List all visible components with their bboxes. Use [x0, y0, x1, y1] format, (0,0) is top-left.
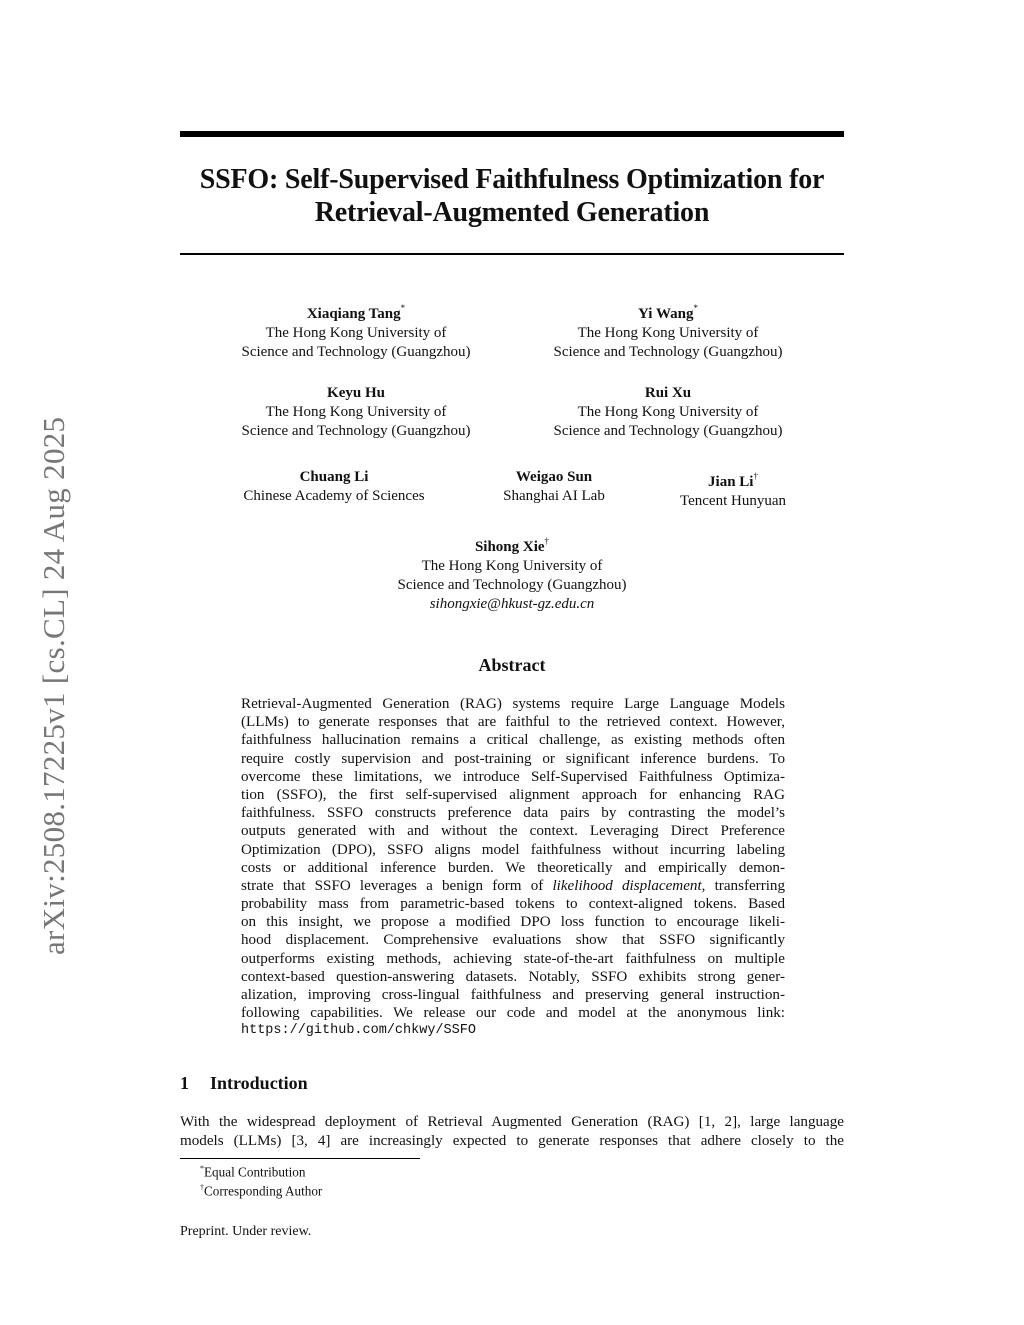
author-affiliation: The Hong Kong University of [421, 558, 603, 574]
author-name: Yi Wang [638, 306, 694, 322]
abstract-line-mixed [241, 877, 785, 895]
abstract-line: (LLMs) to generate responses that are faithful to the retrieved context. However, [241, 714, 785, 731]
abstract-line: faithfulness hallucination remains a critical challenge, as existing methods often [241, 732, 785, 749]
abstract-line: costs or additional inference burden. We theoretically and empirically demon- [241, 859, 785, 876]
abstract-line: Optimization (DPO), SSFO aligns model faithfulness without incurring labeling [241, 841, 785, 858]
author-mark: * [400, 303, 406, 313]
title-line-2: Retrieval-Augmented Generation [314, 197, 710, 228]
abstract-line: overcome these limitations, we introduce Self-Supervised Faithfulness Optimiza- [241, 768, 785, 785]
title-bottom-rule [180, 253, 844, 255]
author-name: Chuang Li [299, 469, 369, 485]
abstract-body [241, 695, 785, 1041]
footnote-rule [180, 1158, 420, 1159]
author-name: Weigao Sun [515, 469, 593, 485]
preprint-notice: Preprint. Under review. [180, 1224, 312, 1239]
author-affiliation: The Hong Kong University of [265, 325, 447, 341]
author-affiliation: Shanghai AI Lab [503, 488, 605, 504]
abstract-line: context-based question-answering datasets. Notably, SSFO exhibits strong gener- [241, 968, 785, 985]
footnote [200, 1180, 322, 1199]
title-line-1: SSFO: Self-Supervised Faithfulness Optimization for [199, 164, 825, 195]
footnote-text: Equal Contribution [204, 1164, 306, 1180]
author-block [518, 300, 818, 362]
author-block [362, 533, 662, 614]
footnote-text: Corresponding Author [204, 1183, 323, 1199]
intro-line: With the widespread deployment of Retrieval Augmented Generation (RAG) [1, 2], large language [180, 1114, 844, 1130]
author-affiliation: Science and Technology (Guangzhou) [553, 344, 783, 360]
footnote-mark: * [200, 1164, 204, 1173]
abstract-emphasis: likelihood displacement [552, 877, 702, 894]
author-block [206, 300, 506, 362]
intro-line: models (LLMs) [3, 4] are increasingly expected to generate responses that adhere closely to the [180, 1133, 844, 1149]
abstract-line: outputs generated with and without the context. Leveraging Direct Preference [241, 823, 785, 840]
title-top-rule [180, 131, 844, 137]
author-affiliation: The Hong Kong University of [577, 325, 759, 341]
author-affiliation: Chinese Academy of Sciences [243, 488, 425, 504]
author-block [206, 384, 506, 441]
abstract-line: following capabilities. We release our code and model at the anonymous link: [241, 1005, 785, 1022]
author-affiliation: Science and Technology (Guangzhou) [397, 577, 627, 593]
abstract-line: alization, improving cross-lingual faithfulness and preserving general instruction- [241, 987, 785, 1003]
author-name: Rui Xu [644, 385, 692, 401]
author-mark: † [544, 536, 550, 546]
arxiv-identifier: arXiv:2508.17225v1 [cs.CL] 24 Aug 2025 [36, 416, 71, 955]
author-affiliation: The Hong Kong University of [265, 404, 447, 420]
author-block [474, 468, 634, 506]
author-name: Sihong Xie [474, 539, 545, 555]
abstract-heading: Abstract [478, 655, 546, 675]
code-link[interactable]: https://github.com/chkwy/SSFO [241, 1023, 476, 1039]
abstract-line: hood displacement. Comprehensive evaluations show that SSFO significantly [241, 932, 785, 949]
abstract-text: strate that SSFO leverages a benign form of [241, 877, 544, 894]
footnote-mark: † [200, 1183, 204, 1192]
paper-title [180, 163, 844, 229]
intro-body [180, 1113, 844, 1151]
abstract-line: outperforms existing methods, achieving state-of-the-art faithfulness on multiple [241, 950, 785, 967]
author-block [653, 468, 813, 511]
abstract-line: probability mass from parametric-based tokens to context-aligned tokens. Based [241, 896, 785, 913]
abstract-line: tion (SSFO), the first self-supervised alignment approach for enhancing RAG [241, 786, 785, 803]
author-name: Keyu Hu [327, 385, 385, 401]
abstract-line: faithfulness. SSFO constructs preference data pairs by contrasting the model’s [241, 805, 785, 822]
author-affiliation: Science and Technology (Guangzhou) [241, 344, 471, 360]
author-name: Xiaqiang Tang [306, 306, 401, 322]
section-heading [180, 1073, 308, 1094]
author-affiliation: Science and Technology (Guangzhou) [241, 423, 471, 439]
author-name: Jian Li [708, 474, 754, 490]
section-number: 1 [180, 1073, 189, 1093]
author-block [214, 468, 454, 506]
section-title: Introduction [210, 1073, 308, 1093]
author-affiliation: The Hong Kong University of [577, 404, 759, 420]
abstract-line: on this insight, we propose a modified DPO loss function to encourage likeli- [241, 914, 785, 931]
author-mark: * [693, 303, 698, 313]
abstract-line: require costly supervision and post-training or significant inference burdens. To [241, 750, 785, 767]
author-block [518, 384, 818, 441]
author-email[interactable]: sihongxie@hkust-gz.edu.cn [429, 596, 595, 612]
abstract-line: Retrieval-Augmented Generation (RAG) systems require Large Language Models [241, 696, 785, 712]
author-affiliation: Science and Technology (Guangzhou) [553, 423, 783, 439]
abstract-text: , transferring [701, 877, 786, 894]
author-mark: † [753, 471, 758, 481]
footnote [200, 1161, 305, 1180]
author-affiliation: Tencent Hunyuan [680, 493, 786, 509]
